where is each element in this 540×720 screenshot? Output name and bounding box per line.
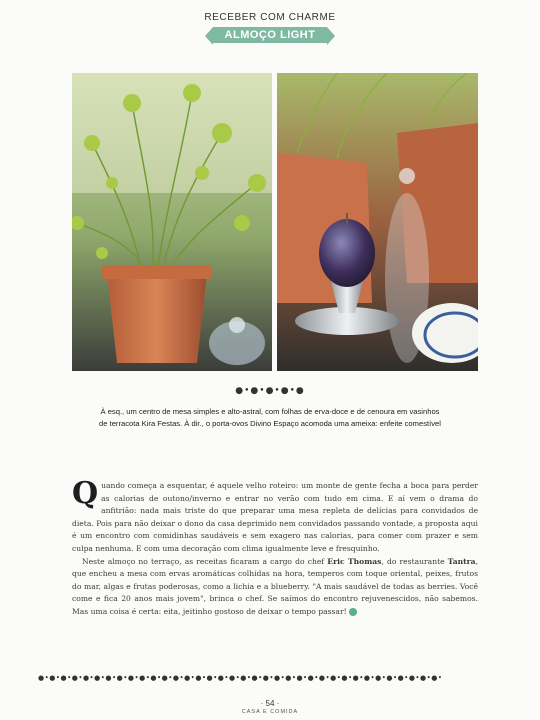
paragraph-intro: [72, 476, 478, 556]
bottom-rule: ●•●•●•●•●•●•●•●•●•●•●•●•●•●•●•●•●•●•●•●•●•●•●•●•●•●•●•●•●•●•●•●•●•●•●•●•: [38, 674, 443, 682]
photo-caption: [85, 406, 455, 430]
section-kicker: RECEBER COM CHARME: [204, 12, 336, 23]
caption-line: À esq., um centro de mesa simples e alto-astral, com folhas de erva-doce e de cenoura em vasinhos: [100, 407, 440, 416]
page-number: · 54 ·: [260, 699, 280, 708]
paragraph-text: uando começa a esquentar, é aquele velho roteiro: um monte de gente fecha a boca para perder as calorias de outono/inverno e entrar no verão com tudo em cima. E aí vem o drama do anfitrião: nada mais triste do que preparar uma mesa repleta de delícias para convidados de dieta. Pois para não deixar o dono da casa deprimido nem convidados passando vontade, a proposta aqui é um encontro com comidinhas saudáveis e sem exagero nas calorias, para comer com prazer e sem culpa nenhuma. E com uma decoração com clima igualmente leve e fresquinho.: [72, 481, 478, 553]
page-footer: [0, 699, 540, 717]
end-mark-icon: C: [349, 608, 357, 616]
herb-pot-photo: [72, 73, 272, 371]
caption-line: de terracota Kira Festas. À dir., o porta-ovos Divino Espaço acomoda uma ameixa: enfeite comestível: [99, 419, 441, 428]
page-header: [0, 12, 540, 43]
paragraph-text: , do restaurante: [381, 556, 448, 566]
section-tag: ALMOÇO LIGHT: [213, 27, 328, 43]
paragraph-text: , que encheu a mesa com ervas aromáticas colhidas na hora, temperos com toque oriental, peixes, frutos do mar, algas e frutas poderosas, como a lichia e a blueberry. "A mais saudável de todas as berries. Você come e fica 20 anos mais jovem", brinca o chef. Se saímos do encontro rejuvenescidos, não sabemos. Mas uma coisa é certa: eita, jeitinho gostoso de deixar o tempo passar!: [72, 556, 478, 616]
magazine-name: CASA E COMIDA: [241, 709, 299, 715]
restaurant-name: Tantra: [447, 556, 476, 566]
paragraph-text: Neste almoço no terraço, as receitas ficaram a cargo do chef: [82, 556, 328, 566]
drop-cap: Q: [72, 476, 99, 511]
chef-name: Eric Thomas: [327, 556, 382, 566]
paragraph-chef: [72, 556, 478, 619]
egg-cup-plum-photo: [277, 73, 478, 371]
ornamental-separator: ●•●•●•●•●: [235, 386, 305, 396]
article-body: [72, 476, 478, 619]
